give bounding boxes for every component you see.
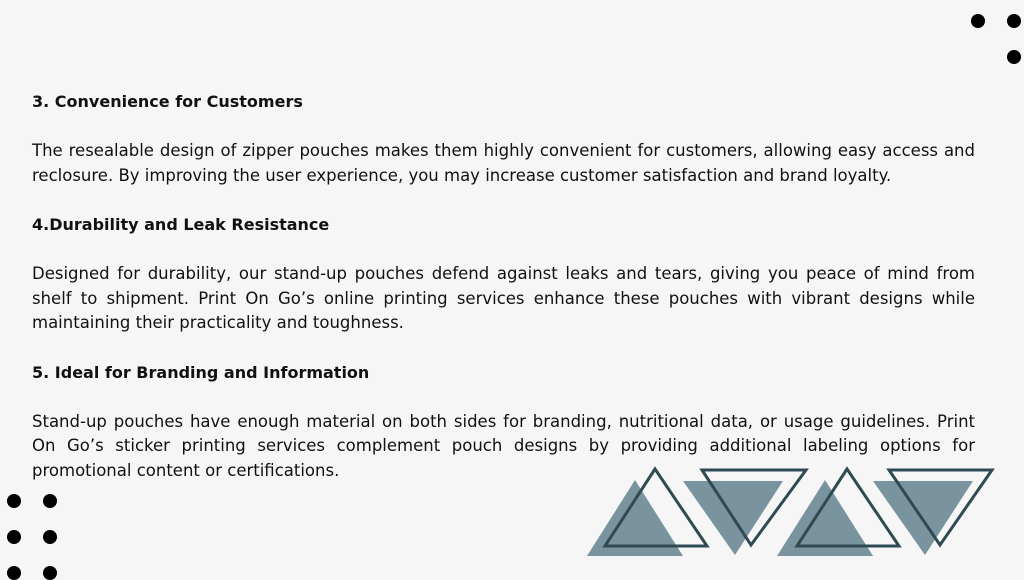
section-body-branding: Stand-up pouches have enough material on both sides for branding, nutritional data, or usage guidelines. Print On Go’s sticker printing services complement pouch designs by providing additional labeling options for promotional content or certifications.	[32, 411, 975, 480]
section-heading-convenience: 3. Convenience for Customers	[32, 92, 303, 111]
section-body-durability: Designed for durability, our stand-up pouches defend against leaks and tears, giving you peace of mind from shelf to shipment. Print On Go’s online printing services enhance these pouches with vibrant designs while maintaining their practicality and toughness.	[32, 264, 975, 332]
decorative-dot	[7, 494, 21, 508]
decorative-dot	[7, 566, 21, 580]
decorative-dot	[1007, 50, 1021, 64]
decorative-dot	[7, 530, 21, 544]
decorative-dot	[1007, 14, 1021, 28]
section-body-convenience: The resealable design of zipper pouches makes them highly convenient for customers, allowing easy access and reclosure. By improving the user experience, you may increase customer satisfaction and brand loyalty.	[32, 141, 975, 185]
triangle-pattern-decoration	[585, 463, 1000, 563]
decorative-dot	[43, 530, 57, 544]
section-heading-branding: 5. Ideal for Branding and Information	[32, 362, 370, 382]
section-heading-durability: 4.Durability and Leak Resistance	[32, 215, 330, 234]
decorative-dot	[971, 14, 985, 28]
decorative-dot	[43, 566, 57, 580]
document-content	[32, 90, 975, 483]
decorative-dot	[43, 494, 57, 508]
